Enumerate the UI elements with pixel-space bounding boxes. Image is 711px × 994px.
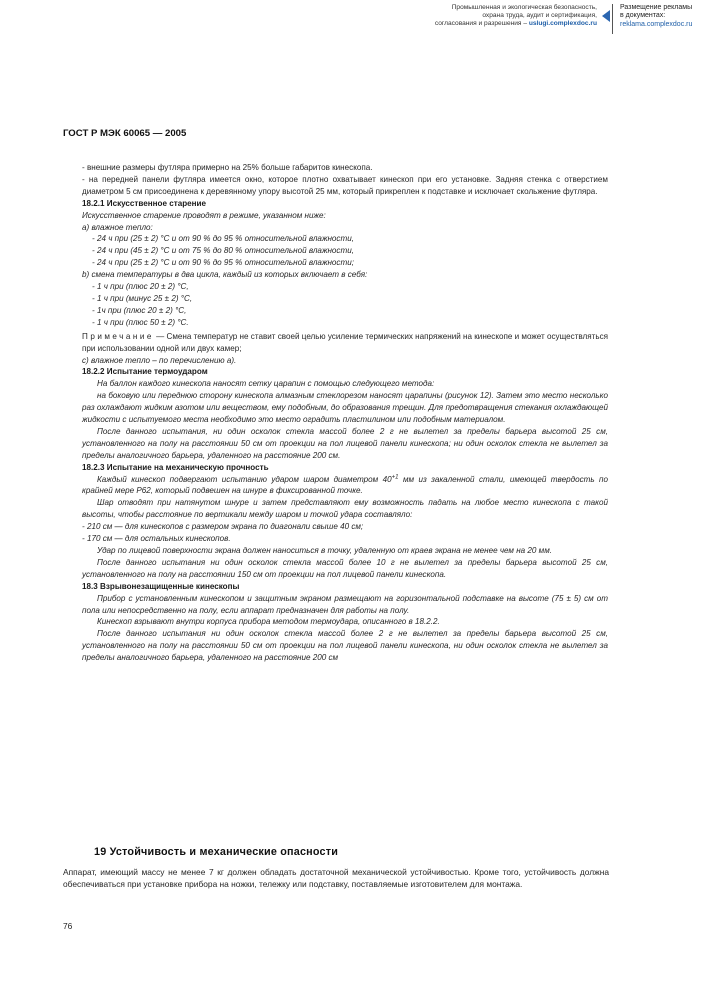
arrow-left-icon — [602, 10, 610, 22]
header-services-line: охрана труда, аудит и сертификация, — [482, 12, 597, 20]
list-item: а) влажное тепло: — [82, 222, 153, 232]
section-19-body — [63, 866, 609, 891]
list-item: - 24 ч при (25 ± 2) °С и от 90 % до 95 % относительной влажности, — [92, 234, 354, 244]
paragraph: Искусственное старение проводят в режиме, указанном ниже: — [82, 210, 326, 220]
paragraph-text: мм из закаленной стали, имеющей твердость по крайней мере Р62, который подвешен на шнуре в фиксированной точке. — [82, 474, 609, 496]
list-item: b) смена температуры в два цикла, каждый из которых включает в себя: — [82, 270, 368, 280]
list-item: - 1 ч при (плюс 50 ± 2) °С. — [92, 317, 189, 327]
paragraph-text: Каждый кинескоп подвергают испытанию ударом шаром диаметром 40 — [97, 474, 392, 484]
list-item: - 1 ч при (плюс 20 ± 2) °С, — [92, 282, 189, 292]
tolerance-superscript: +1 — [391, 473, 399, 480]
header-services-line — [405, 20, 597, 28]
paragraph: После данного испытания, ни один осколок стекла массой более 2 г не вылетел за пределы барьера высотой 25 см, установленного на полу на расстоянии 50 см от проекции на пол лицевой панели кинескопа; ни один осколок стекла не вылетел за пределы аналогичного барьера, удаленного на расстояние 200 см. — [82, 426, 608, 460]
list-item: - 1ч при (плюс 20 ± 2) °С, — [92, 305, 187, 315]
paragraph: После данного испытания ни один осколок стекла массой более 2 г не вылетел за пределы барьера высотой 25 см, установленного на полу на расстоянии 50 см от проекции на пол лицевой панели кинескопа, ни один осколок стекла не вылетел за пределы аналогичного барьера, удаленного на расстояние 200 см — [82, 629, 608, 663]
document-title: ГОСТ Р МЭК 60065 — 2005 — [63, 128, 187, 139]
header-services-line: Промышленная и экологическая безопасность, — [451, 4, 597, 11]
section-heading-18-3: 18.3 Взрывонезащищенные кинескопы — [82, 581, 240, 591]
list-item: - 170 см — для остальных кинескопов. — [82, 534, 231, 544]
note-text: — Смена температур не ставит своей целью усиление термических напряжений на кинескопе и может осуществляться при использовании одной или двух камер; — [82, 331, 608, 353]
header-services-block — [405, 4, 597, 29]
page-number: 76 — [63, 921, 73, 931]
paragraph: Кинескоп взрывают внутри корпуса прибора методом термоудара, описанного в 18.2.2. — [97, 617, 440, 627]
list-item: - 210 см — для кинескопов с размером экрана по диагонали свыше 40 см; — [82, 522, 364, 532]
services-link[interactable]: uslugi.complexdoc.ru — [528, 20, 597, 28]
list-item: - 1 ч при (минус 25 ± 2) °С, — [92, 293, 193, 303]
list-item: с) влажное тепло – по перечислению а). — [82, 355, 237, 365]
list-item: - 24 ч при (25 ± 2) °С и от 90 % до 95 % относительной влажности; — [92, 258, 354, 268]
header-ads-block — [620, 4, 708, 29]
paragraph: - внешние размеры футляра примерно на 25% больше габаритов кинескопа. — [82, 163, 373, 172]
paragraph: на боковую или переднюю сторону кинескопа алмазным стеклорезом наносят царапины (рисунок 12). Затем это место несколько раз охлаждают жидким азотом или веществом, ему подобным, до образования трещин. Для предотвращения стекания охлаждающей жидкости с испытуемого места необходимо это место оградить пластилином или подобным материалом. — [82, 391, 608, 425]
section-heading-19: 19 Устойчивость и механические опасности — [94, 846, 339, 858]
header-services-text: согласования и разрешения – — [434, 20, 529, 28]
note — [82, 331, 608, 355]
paragraph: Шар отводят при натянутом шнуре и затем представляют ему возможность падать на любое место кинескопа с такой высоты, чтобы расстояние по вертикали между шаром и точкой удара составляло: — [82, 498, 608, 520]
section-heading-18-2-3: 18.2.3 Испытание на механическую прочность — [82, 462, 269, 472]
section-heading-18-2-1: 18.2.1 Искусственное старение — [82, 198, 207, 208]
document-body — [82, 162, 608, 664]
header-ads-line: в документах: — [620, 12, 666, 20]
ads-link[interactable]: reklama.complexdoc.ru — [620, 20, 693, 28]
paragraph: Удар по лицевой поверхности экрана должен наноситься в точку, удаленную от краев экрана не менее чем на 20 мм. — [97, 546, 553, 555]
header-divider — [612, 4, 613, 34]
header-ads-line: Размещение рекламы — [620, 4, 693, 11]
paragraph — [82, 474, 608, 498]
paragraph: Прибор с установленным кинескопом и защитным экраном размещают на горизонтальной подставке на высоте (75 ± 5) см от пола или непосредственно на полу, если аппарат предназначен для работы на полу. — [82, 593, 608, 615]
paragraph: - на передней панели футляра имеется окно, которое плотно охватывает кинескоп при его установке. Задняя стенка с отверстием диаметром 5 см присоединена к деревянному упору высотой 25 мм, который прикреплен к подставке и исключает скольжение футляра. — [82, 174, 608, 196]
paragraph: На баллон каждого кинескопа наносят сетку царапин с помощью следующего метода: — [97, 379, 435, 389]
list-item: - 24 ч при (45 ± 2) °С и от 75 % до 80 % относительной влажности, — [92, 246, 354, 256]
note-label: Примечание — [82, 331, 154, 341]
section-heading-18-2-2: 18.2.2 Испытание термоударом — [82, 367, 208, 377]
paragraph: Аппарат, имеющий массу не менее 7 кг должен обладать достаточной механической устойчивостью. Кроме того, устойчивость должна обеспечиваться при установке прибора на ножки, тележку или подставку, поставляемые изготовителем для монтажа. — [63, 867, 609, 890]
paragraph: После данного испытания ни один осколок стекла массой более 10 г не вылетел за пределы барьера высотой 25 см, установленного на полу на расстоянии 150 см от проекции на пол лицевой панели кинескопа. — [82, 557, 608, 579]
